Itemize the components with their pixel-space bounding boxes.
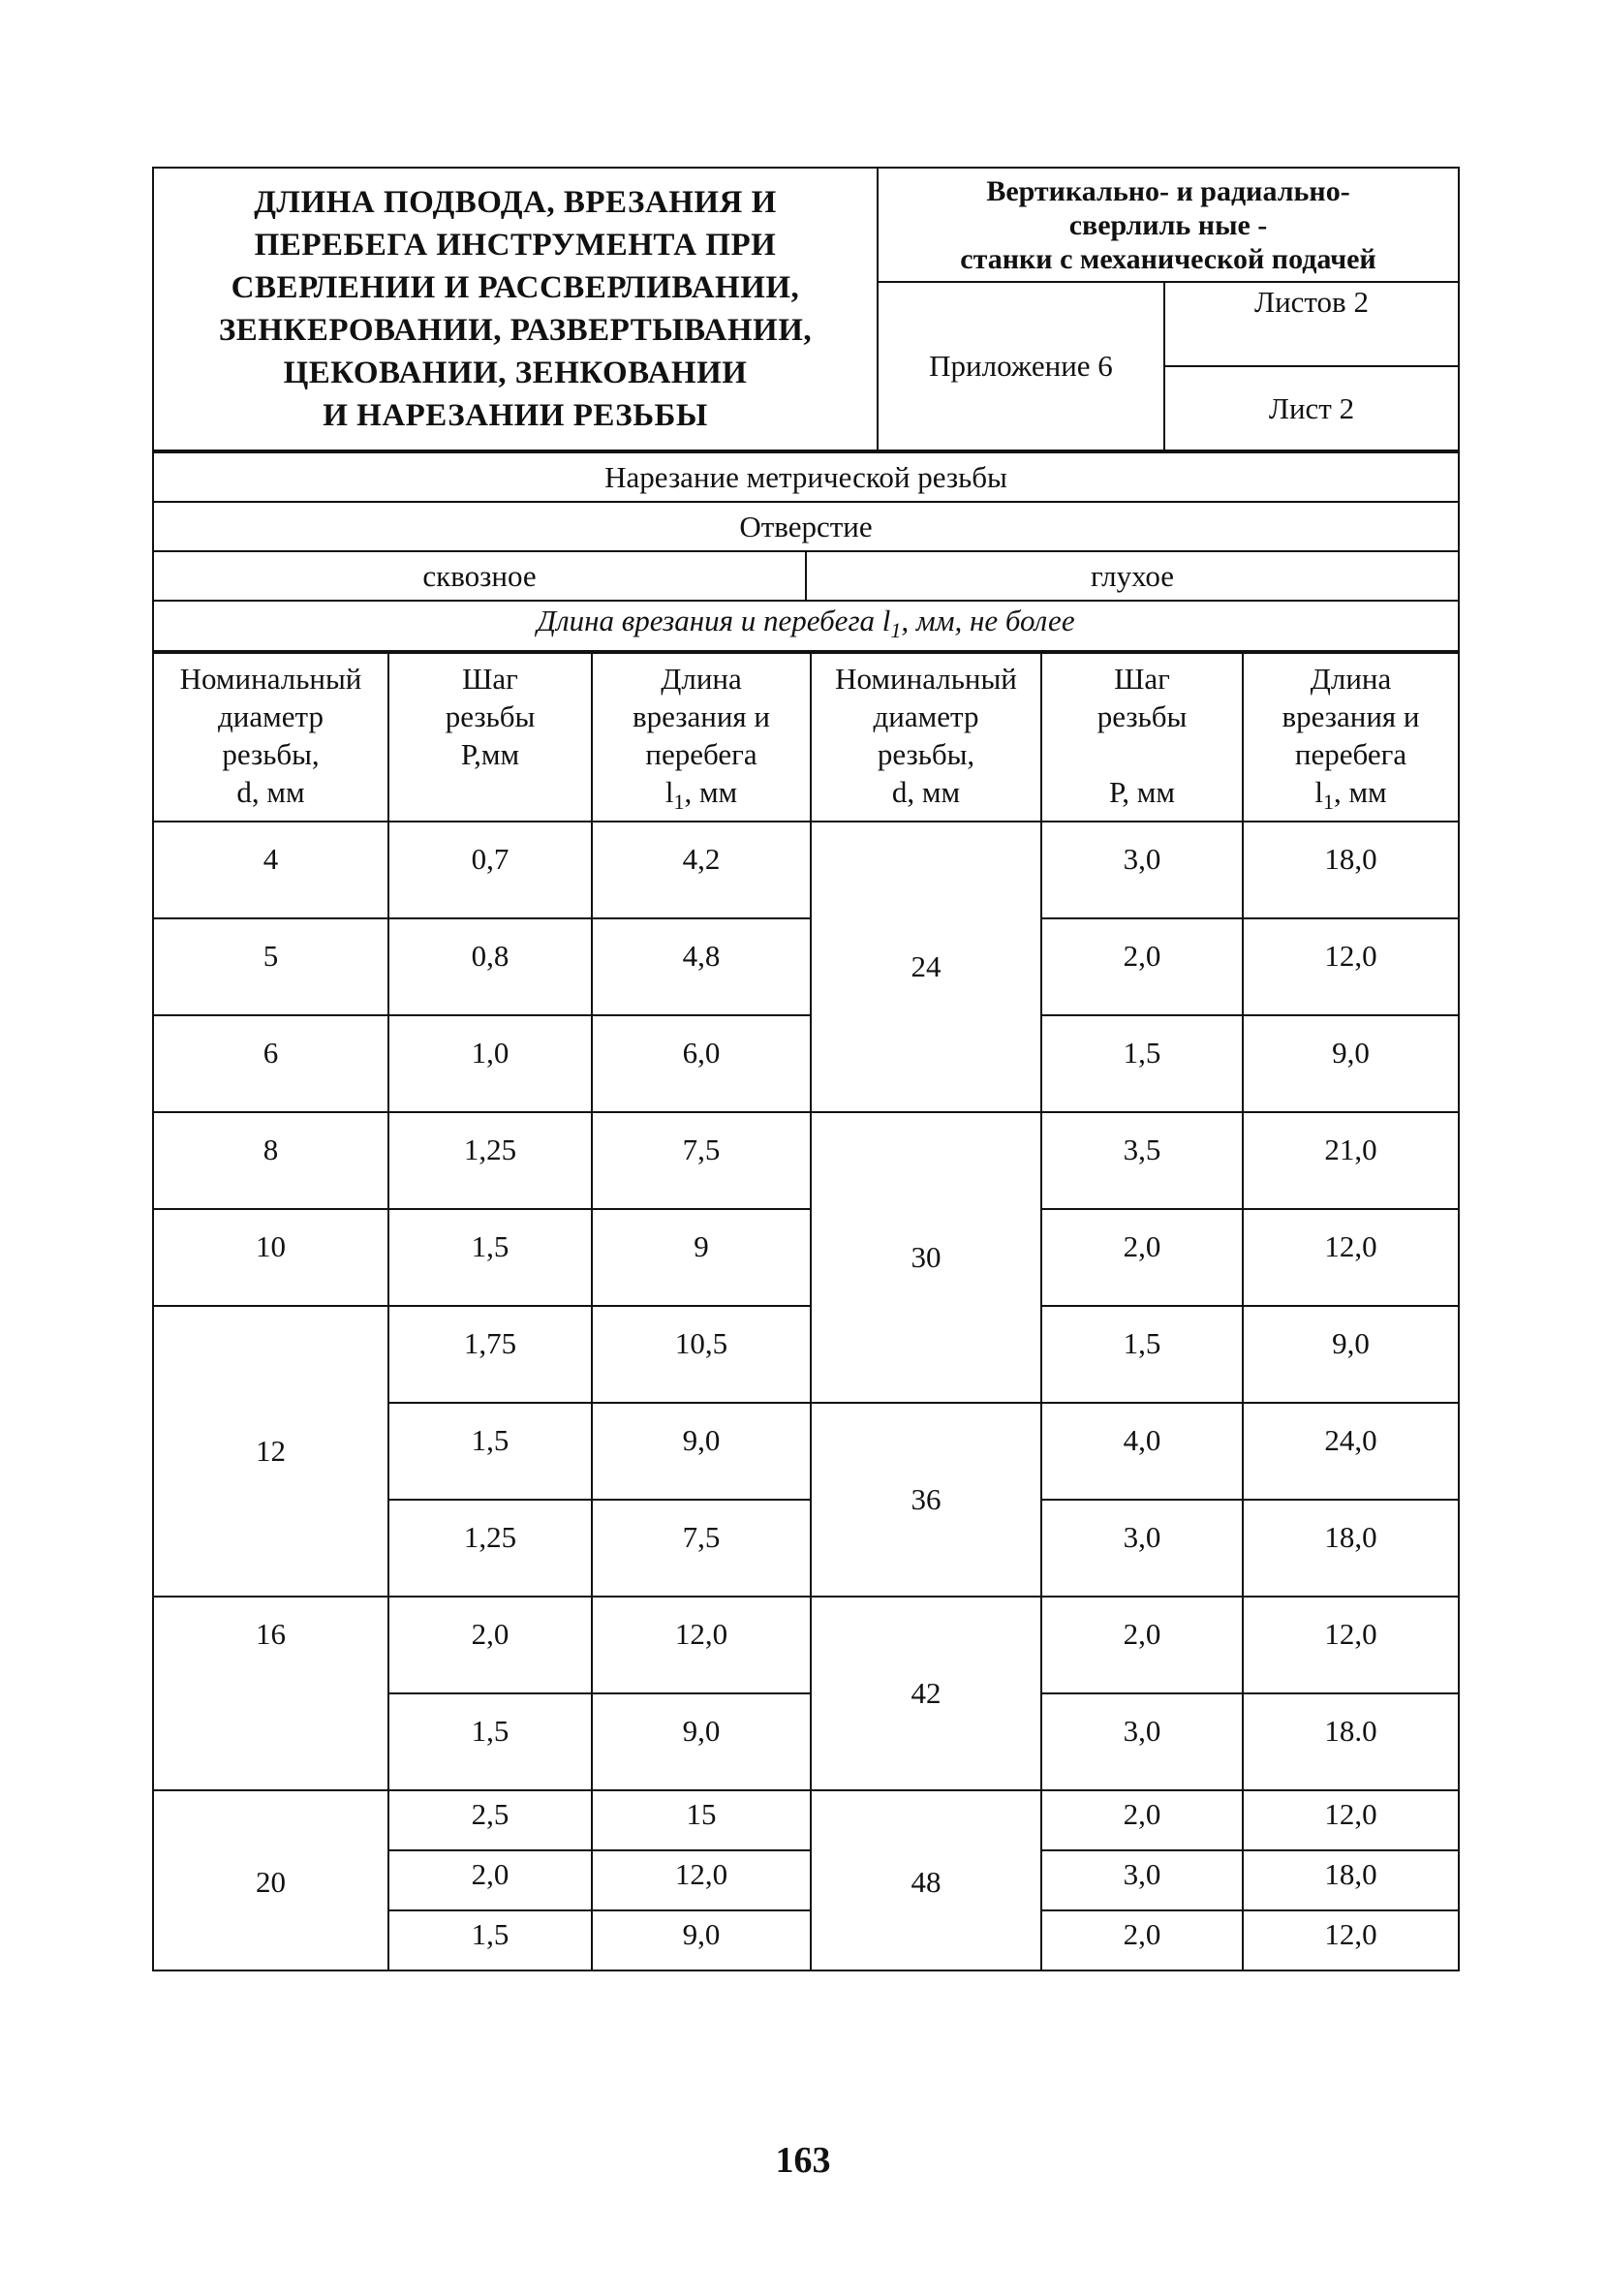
col-pitch-right: Шаг резьбы Р, мм [1041, 653, 1243, 822]
length-left-cell: 15 [592, 1790, 811, 1850]
document-sheet [152, 167, 1458, 1971]
length-left-cell: 9,0 [592, 1910, 811, 1970]
length-left-cell: 4,8 [592, 918, 811, 1015]
pitch-right-cell: 3,5 [1041, 1112, 1243, 1209]
pitch-right-cell: 2,0 [1041, 1790, 1243, 1850]
table-row [153, 1015, 1459, 1112]
table-row [153, 822, 1459, 918]
page-number: 163 [775, 2140, 831, 2181]
length-right-cell: 18,0 [1243, 822, 1459, 918]
pitch-right-cell: 4,0 [1041, 1403, 1243, 1500]
pitch-right-cell: 3,0 [1041, 1850, 1243, 1910]
col-pitch-left: Шаг резьбы Р,мм [388, 653, 592, 822]
length-left-cell: 10,5 [592, 1306, 811, 1403]
pitch-right-cell: 3,0 [1041, 822, 1243, 918]
length-right-cell: 24,0 [1243, 1403, 1459, 1500]
diameter-left-cell: 5 [153, 918, 388, 1015]
length-left-cell: 9,0 [592, 1693, 811, 1790]
diameter-left-cell: 8 [153, 1112, 388, 1209]
pitch-right-cell: 1,5 [1041, 1306, 1243, 1403]
pitch-left-cell: 2,0 [388, 1850, 592, 1910]
length-right-cell: 12,0 [1243, 1209, 1459, 1306]
length-right-cell: 18,0 [1243, 1500, 1459, 1597]
col-length-left: Длина врезания и перебега $l_1$, мм [592, 653, 811, 822]
length-left-cell: 12,0 [592, 1597, 811, 1693]
pitch-left-cell: 1,5 [388, 1910, 592, 1970]
pitch-left-cell: 1,5 [388, 1403, 592, 1500]
sheet-number: Лист 2 [1164, 366, 1459, 450]
pitch-right-cell: 3,0 [1041, 1693, 1243, 1790]
length-right-cell: 18.0 [1243, 1693, 1459, 1790]
sheets-total: Листов 2 [1164, 282, 1459, 366]
table-row [153, 1112, 1459, 1209]
length-left-cell: 7,5 [592, 1112, 811, 1209]
diameter-left-cell: 20 [153, 1790, 388, 1970]
col-diameter-right: Номинальный диаметр резьбы, d, мм [811, 653, 1041, 822]
length-right-cell: 12,0 [1243, 918, 1459, 1015]
pitch-left-cell: 1,0 [388, 1015, 592, 1112]
diameter-right-cell: 30 [811, 1112, 1041, 1403]
diameter-left-cell: 4 [153, 822, 388, 918]
length-left-cell: 9 [592, 1209, 811, 1306]
through-hole-label: сквозное [153, 551, 806, 601]
table-row [153, 1790, 1459, 1850]
col-diameter-left: Номинальный диаметр резьбы, d, мм [153, 653, 388, 822]
length-left-cell: 7,5 [592, 1500, 811, 1597]
column-header-row [153, 653, 1459, 822]
diameter-left-cell: 6 [153, 1015, 388, 1112]
pitch-left-cell: 2,0 [388, 1597, 592, 1693]
pitch-left-cell: 2,5 [388, 1790, 592, 1850]
diameter-right-cell: 36 [811, 1403, 1041, 1597]
diameter-right-cell: 42 [811, 1597, 1041, 1790]
pitch-left-cell: 1,25 [388, 1112, 592, 1209]
diameter-right-cell: 48 [811, 1790, 1041, 1970]
pitch-right-cell: 1,5 [1041, 1015, 1243, 1112]
length-right-cell: 18,0 [1243, 1850, 1459, 1910]
machine-type: Вертикально- и радиально- сверлиль ные - станки с механической подачей [878, 168, 1459, 282]
pitch-left-cell: 1,5 [388, 1693, 592, 1790]
length-right-cell: 9,0 [1243, 1015, 1459, 1112]
pitch-left-cell: 1,75 [388, 1306, 592, 1403]
pitch-right-cell: 2,0 [1041, 918, 1243, 1015]
col-length-right: Длина врезания и перебега $l_1$, мм [1243, 653, 1459, 822]
pitch-left-cell: 0,7 [388, 822, 592, 918]
table-row [153, 1597, 1459, 1693]
length-right-cell: 12,0 [1243, 1790, 1459, 1850]
length-left-cell: 9,0 [592, 1403, 811, 1500]
diameter-right-cell: 24 [811, 822, 1041, 1112]
pitch-left-cell: 0,8 [388, 918, 592, 1015]
pitch-right-cell: 2,0 [1041, 1910, 1243, 1970]
appendix-label: Приложение 6 [878, 282, 1164, 450]
length-left-cell: 12,0 [592, 1850, 811, 1910]
length-right-cell: 9,0 [1243, 1306, 1459, 1403]
thread-table [152, 652, 1460, 1971]
pitch-left-cell: 1,25 [388, 1500, 592, 1597]
blind-hole-label: глухое [806, 551, 1459, 601]
length-left-cell: 4,2 [592, 822, 811, 918]
pitch-right-cell: 2,0 [1041, 1597, 1243, 1693]
pitch-left-cell: 1,5 [388, 1209, 592, 1306]
length-right-cell: 21,0 [1243, 1112, 1459, 1209]
header-table [152, 167, 1460, 451]
table-row [153, 918, 1459, 1015]
length-right-cell: 12,0 [1243, 1910, 1459, 1970]
length-caption: Длина врезания и перебега $l_1$, мм, не более [153, 601, 1459, 651]
document-title: ДЛИНА ПОДВОДА, ВРЕЗАНИЯ И ПЕРЕБЕГА ИНСТРУМЕНТА ПРИ СВЕРЛЕНИИ И РАССВЕРЛИВАНИИ, ЗЕНКЕРОВАНИИ, РАЗВЕРТЫВАНИИ, ЦЕКОВАНИИ, ЗЕНКОВАНИИ И НАРЕЗАНИИ РЕЗЬБЫ [153, 168, 878, 450]
section-table [152, 451, 1460, 652]
diameter-left-cell: 12 [153, 1306, 388, 1597]
pitch-right-cell: 2,0 [1041, 1209, 1243, 1306]
diameter-left-cell: 10 [153, 1209, 388, 1306]
table-row [153, 1306, 1459, 1403]
pitch-right-cell: 3,0 [1041, 1500, 1243, 1597]
hole-label: Отверстие [153, 502, 1459, 551]
length-left-cell: 6,0 [592, 1015, 811, 1112]
length-right-cell: 12,0 [1243, 1597, 1459, 1693]
diameter-left-cell: 16 [153, 1597, 388, 1790]
table-row [153, 1209, 1459, 1306]
operation-title: Нарезание метрической резьбы [153, 452, 1459, 502]
